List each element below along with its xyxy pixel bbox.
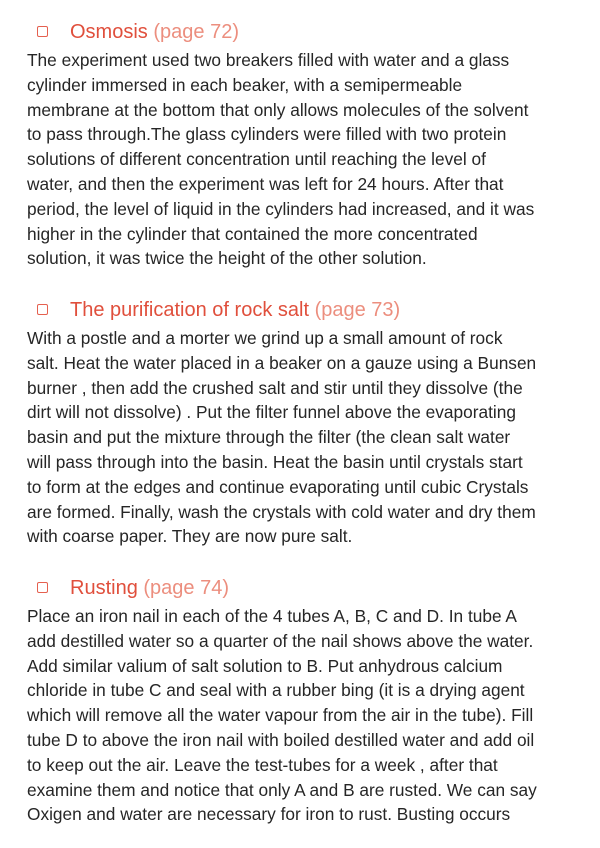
text-line: cylinder immersed in each beaker, with a semipermeable [27, 74, 463, 95]
text-line: examine them and notice that only A and B are rusted. We can say [27, 779, 537, 800]
page-reference: (page 72) [153, 21, 239, 43]
text-line: tube D to above the iron nail with boiled destilled water and add oil [27, 729, 535, 750]
section-title-text: The purification of rock salt [70, 299, 309, 321]
text-line: to keep out the air. Leave the test-tubes for a week , after that [27, 754, 498, 775]
page-reference: (page 74) [143, 577, 229, 599]
text-line: Place an iron nail in each of the 4 tubes A, B, C and D. In tube A [27, 606, 517, 626]
text-line: The experiment used two breakers filled with water and a glass [27, 50, 510, 70]
text-line: chloride in tube C and seal with a rubber bing (it is a drying agent [27, 680, 525, 701]
section-heading [0, 576, 600, 602]
text-line: are formed. Finally, wash the crystals with cold water and dry them [27, 501, 536, 522]
text-line: to pass through.The glass cylinders were filled with two protein [27, 124, 507, 145]
text-line: Add similar valium of salt solution to B. Put anhydrous calcium [27, 655, 503, 676]
text-line: solution, it was twice the height of the other solution. [27, 248, 427, 269]
text-line: With a postle and a morter we grind up a small amount of rock [27, 328, 503, 348]
section-heading [0, 20, 600, 46]
text-line: basin and put the mixture through the filter (the clean salt water [27, 427, 511, 448]
section-title-text: Osmosis [70, 21, 148, 43]
text-line: water, and then the experiment was left for 24 hours. After that [27, 173, 504, 194]
section-rusting [0, 576, 600, 825]
page-reference: (page 73) [314, 299, 401, 321]
checkbox-icon[interactable] [37, 26, 48, 37]
text-line: period, the level of liquid in the cylinders had increased, and it was [27, 198, 535, 219]
section-title-text: Rusting [70, 577, 138, 599]
text-line: will pass through into the basin. Heat the basin until crystals start [27, 451, 523, 472]
section-title [70, 298, 400, 322]
text-line: to form at the edges and continue evaporating until cubic Crystals [27, 476, 529, 497]
text-line: with coarse paper. They are now pure salt. [27, 526, 353, 547]
text-line: burner , then add the crushed salt and stir until they dissolve (the [27, 377, 523, 398]
text-line: Oxigen and water are necessary for iron to rust. Busting occurs [27, 804, 511, 825]
text-line: salt. Heat the water placed in a beaker on a gauze using a Bunsen [27, 352, 537, 373]
section-title [70, 20, 239, 44]
section-body [27, 326, 587, 549]
section-osmosis [0, 20, 600, 269]
section-rock-salt [0, 298, 600, 547]
section-title [70, 576, 229, 600]
section-body [27, 604, 587, 827]
text-line: solutions of different concentration until reaching the level of [27, 149, 486, 170]
text-line: which will remove all the water vapour from the air in the tube). Fill [27, 705, 534, 726]
text-line: membrane at the bottom that only allows molecules of the solvent [27, 99, 529, 120]
text-line: dirt will not dissolve) . Put the filter funnel above the evaporating [27, 402, 516, 423]
text-line: higher in the cylinder that contained the more concentrated [27, 223, 478, 244]
checkbox-icon[interactable] [37, 582, 48, 593]
section-heading [0, 298, 600, 324]
section-body [27, 48, 587, 271]
checkbox-icon[interactable] [37, 304, 48, 315]
text-line: add destilled water so a quarter of the nail shows above the water. [27, 630, 534, 651]
